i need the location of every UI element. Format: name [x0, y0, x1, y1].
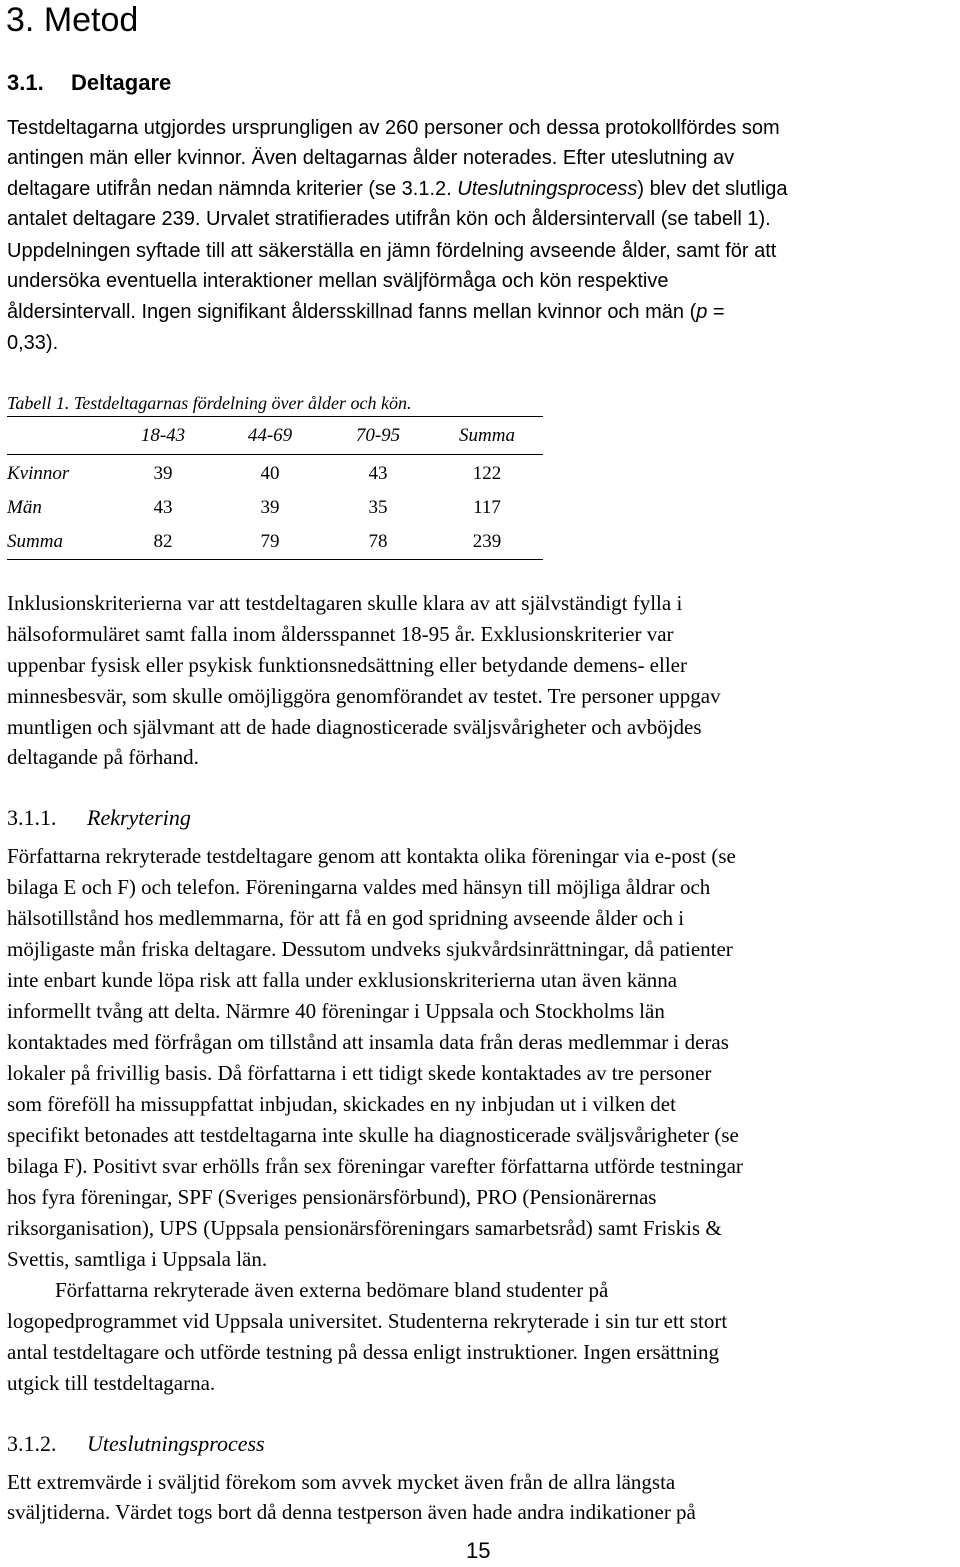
- table-cell: 40: [260, 463, 280, 484]
- table-col-header: 44-69: [215, 418, 325, 455]
- para1-line: [7, 174, 787, 204]
- para2-line: hälsoformuläret samt falla inom åldersspannet 18-95 år. Exklusionskriterier var: [7, 622, 674, 646]
- para3-line: bilaga F). Positivt svar erhölls från sex föreningar varefter författarna utförde testningar: [7, 1154, 743, 1178]
- para4-line: logopedprogrammet vid Uppsala universitet. Studenterna rekryterade i sin tur ett stort: [7, 1309, 728, 1333]
- table-cell: 82: [111, 525, 215, 560]
- para2-line: muntligen och självmant att de hade diagnosticerade sväljsvårigheter och avböjdes: [7, 715, 702, 739]
- table-row: [7, 525, 543, 560]
- para1-line: 0,33).: [7, 332, 59, 354]
- para1-line: Uppdelningen syftade till att säkerställa en jämn fördelning avseende ålder, samt för att: [7, 240, 777, 262]
- table-cell: 79: [215, 525, 325, 560]
- para1-line: antingen män eller kvinnor. Även deltagarnas ålder noterades. Efter uteslutning av: [7, 147, 735, 169]
- table-row-label: Summa: [7, 525, 111, 560]
- para1-line: [7, 297, 725, 327]
- table-caption: Tabell 1. Testdeltagarnas fördelning över ålder och kön.: [7, 393, 412, 413]
- para3-line: hos fyra föreningar, SPF (Sveriges pensionärsförbund), PRO (Pensionärernas: [7, 1185, 657, 1209]
- para3-line: lokaler på frivillig basis. Då författarna i ett tidigt skede kontaktades av tre personer: [7, 1061, 712, 1085]
- table-cell: 239: [431, 525, 543, 560]
- para1-text: ) blev det slutliga: [637, 178, 788, 200]
- subsection-heading: [7, 803, 191, 833]
- chapter-title: Metod: [43, 1, 139, 39]
- para1-line: undersöka eventuella interaktioner mellan sväljförmåga och kön respektive: [7, 270, 669, 292]
- para3-line: bilaga E och F) och telefon. Föreningarna valdes med hänsyn till möjliga åldrar och: [7, 875, 711, 899]
- subsection-title: Uteslutningsprocess: [87, 1431, 265, 1456]
- para3-line: Svettis, samtliga i Uppsala län.: [7, 1247, 268, 1271]
- table-top-rule: [7, 416, 543, 417]
- para1-text: deltagare utifrån nedan nämnda kriterier (se 3.1.2.: [7, 178, 458, 200]
- page-number: 15: [466, 1538, 491, 1563]
- para3-line: informellt tvång att delta. Närmre 40 föreningar i Uppsala och Stockholms län: [7, 999, 665, 1023]
- section-number: 3.1.: [7, 70, 44, 95]
- table-cell: 43: [153, 497, 173, 518]
- distribution-table: [7, 418, 543, 560]
- section-title: Deltagare: [71, 70, 172, 95]
- subsection-number: 3.1.1.: [7, 805, 57, 830]
- table-cell: 39: [260, 497, 280, 518]
- para1-line: antalet deltagare 239. Urvalet stratifierades utifrån kön och åldersintervall (se tabell 1).: [7, 208, 771, 230]
- section-heading: [7, 68, 171, 98]
- para4-line: antal testdeltagare och utförde testning på dessa enligt instruktioner. Ingen ersättning: [7, 1340, 720, 1364]
- table-cell: 117: [473, 497, 501, 518]
- para1-line: Testdeltagarna utgjordes ursprungligen av 260 personer och dessa protokollfördes som: [7, 117, 780, 139]
- para3-line: riksorganisation), UPS (Uppsala pensionärsföreningars samarbetsråd) samt Friskis &: [7, 1216, 722, 1240]
- table-col-header: 18-43: [111, 418, 215, 455]
- table-col-header: 70-95: [325, 418, 431, 455]
- table-header-row: [7, 418, 543, 455]
- para2-line: uppenbar fysisk eller psykisk funktionsnedsättning eller betydande demens- eller: [7, 653, 687, 677]
- table-cell: 35: [368, 497, 388, 518]
- table-col-header: Summa: [431, 418, 543, 455]
- subsection-heading: [7, 1429, 265, 1459]
- para3-line: specifikt betonades att testdeltagarna inte skulle ha diagnosticerade sväljsvårigheter (se: [7, 1123, 739, 1147]
- para3-line: som föreföll ha missuppfattat inbjudan, skickades en ny inbjudan ut i vilken det: [7, 1092, 676, 1116]
- para5-line: sväljtiderna. Värdet togs bort då denna testperson även hade andra indikationer på: [7, 1500, 696, 1524]
- para3-line: hälsotillstånd hos medlemmarna, för att få en god spridning avseende ålder och i: [7, 906, 685, 930]
- para2-line: Inklusionskriterierna var att testdeltagaren skulle klara av att självständigt fylla i: [7, 591, 683, 615]
- table-row-label: Män: [7, 497, 42, 518]
- table-cell: 39: [153, 463, 173, 484]
- table-cell: 78: [325, 525, 431, 560]
- para3-line: Författarna rekryterade testdeltagare genom att kontakta olika föreningar via e-post (se: [7, 844, 736, 868]
- para3-line: möjligaste mån friska deltagare. Dessutom undveks sjukvårdsinrättningar, då patienter: [7, 937, 733, 961]
- para1-text: åldersintervall. Ingen signifikant åldersskillnad fanns mellan kvinnor och män (: [7, 301, 697, 323]
- table-cell: 122: [472, 463, 502, 484]
- para1-italic-p: p: [696, 301, 708, 323]
- subsection-number: 3.1.2.: [7, 1431, 57, 1456]
- para3-line: inte enbart kunde löpa risk att falla under exklusionskriterierna utan även känna: [7, 968, 678, 992]
- table-corner-cell: [7, 418, 111, 455]
- para2-line: deltagande på förhand.: [7, 745, 199, 769]
- para1-italic-ref: Uteslutningsprocess: [457, 178, 638, 200]
- para1-text: =: [707, 301, 725, 323]
- table-cell: 43: [368, 463, 388, 484]
- subsection-title: Rekrytering: [87, 805, 191, 830]
- chapter-heading: [6, 0, 138, 40]
- table-row: [7, 455, 543, 492]
- para5-line: Ett extremvärde i sväljtid förekom som avvek mycket även från de allra längsta: [7, 1470, 676, 1494]
- para3-line: kontaktades med förfrågan om tillstånd att insamla data från deras medlemmar i deras: [7, 1030, 729, 1054]
- table-row: [7, 491, 543, 525]
- para2-line: minnesbesvär, som skulle omöjliggöra genomförandet av testet. Tre personer uppgav: [7, 684, 721, 708]
- para4-line: utgick till testdeltagarna.: [7, 1371, 216, 1395]
- table-row-label: Kvinnor: [7, 463, 70, 484]
- para4-line: Författarna rekryterade även externa bedömare bland studenter på: [55, 1278, 609, 1302]
- chapter-number: 3.: [6, 1, 35, 39]
